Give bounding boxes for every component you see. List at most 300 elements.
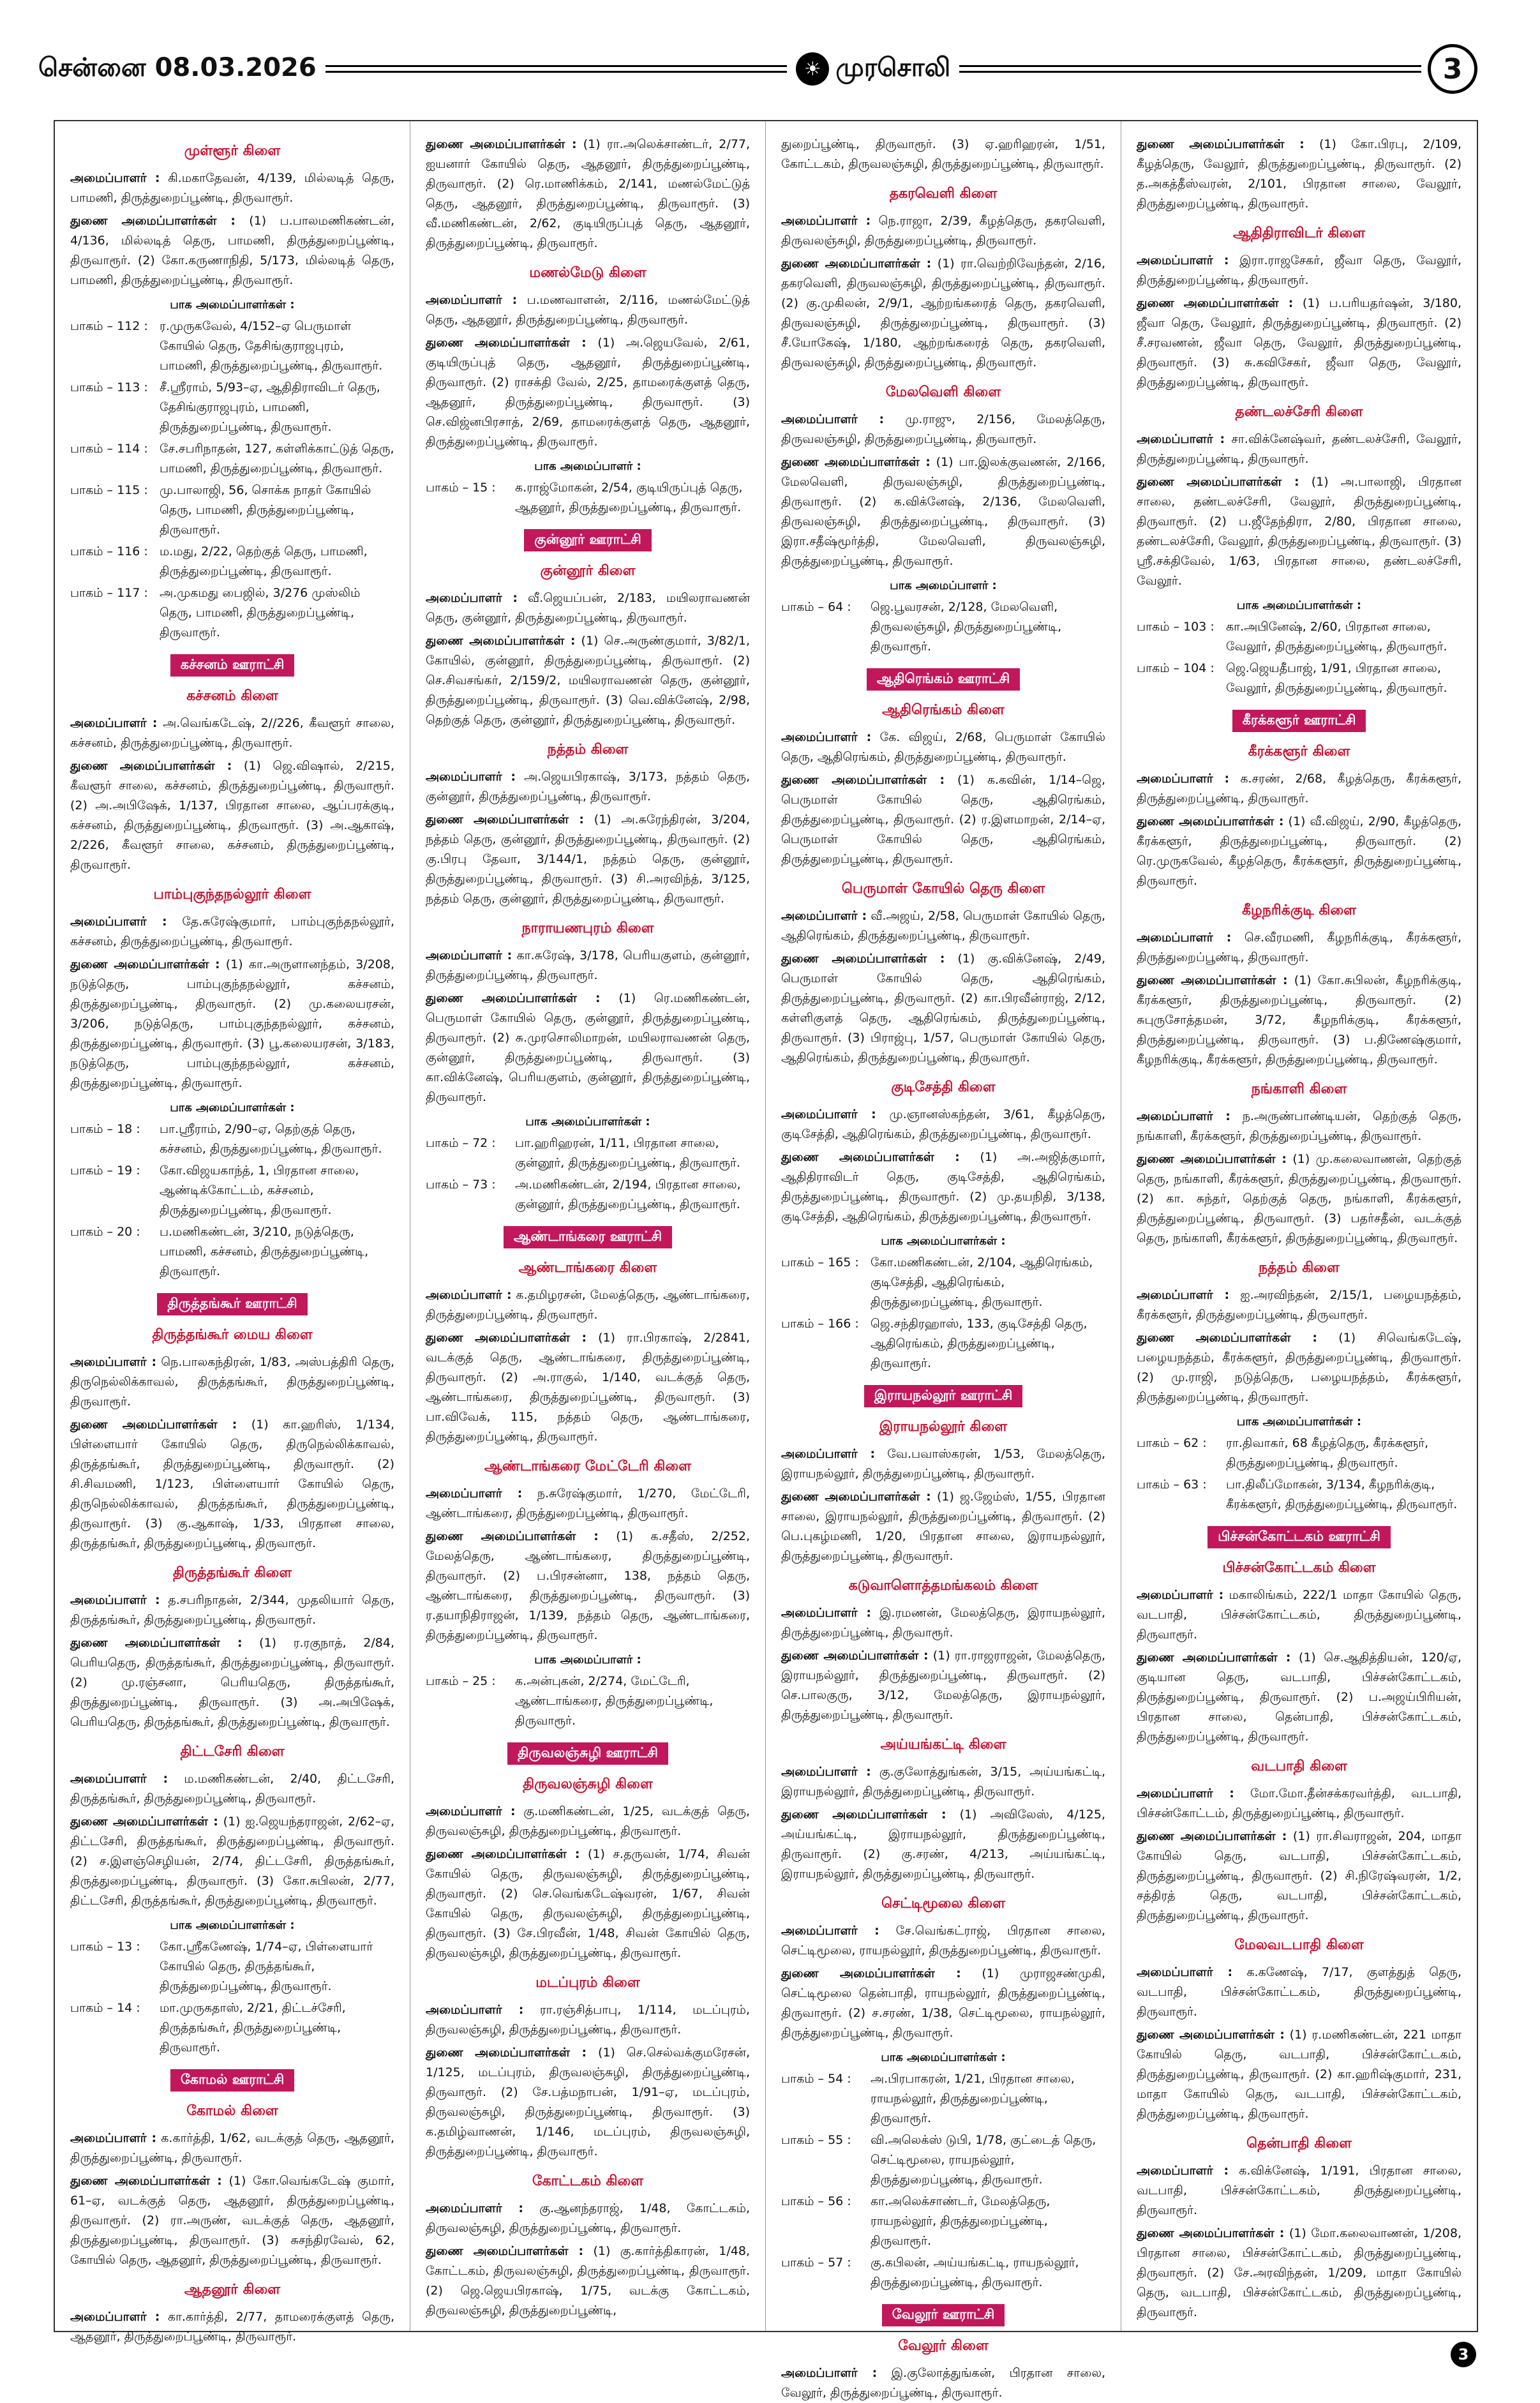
member-entry [781,254,1105,373]
booth-number: பாகம் – 14 : [70,2001,140,2015]
member-details: மகாலிங்கம், 222/1 மாதா கோயில் தெரு, வடபாதி, பிச்சன்கோட்டகம், திருத்துறைப்பூண்டி, திருவாரூர். [1137,1588,1462,1642]
member-details: (1) செ.அருண்குமார், 3/82/1, கோயில், குன்னூர், திருத்துறைப்பூண்டி, திருவாரூர். (2) செ.சிவசங்கர், 2/159/2, மயிலராவணன் தெரு, குன்னூர், திருத்துறைப்பூண்டி, திருவாரூர். (3) வெ.விக்னேஷ், 2/98, தெற்குத் தெரு, குன்னூர், திருத்துறைப்பூண்டி, திருவாரூர். [426,634,751,727]
booth-entry [70,1937,394,1996]
member-details: மு.ராஜு, 2/156, மேலத்தெரு, திருவலஞ்சுழி, திருத்துறைப்பூண்டி, திருவாரூர். [781,412,1106,446]
panchayat-banner: திருத்தங்கூர் ஊராட்சி [157,1293,307,1315]
booth-number: பாகம் – 104 : [1137,661,1215,675]
member-details: மு.ஞானஸ்கந்தன், 3/61, கீழத்தெரு, குடிசேத்தி, ஆதிரெங்கம், திருத்துறைப்பூண்டி, திருவாரூர். [781,1107,1105,1141]
role-label: அமைப்பாளர் : [1137,1288,1230,1302]
member-entry [1137,430,1462,469]
panchayat-banner: பிச்சன்கோட்டகம் ஊராட்சி [1207,1526,1391,1548]
member-details: இ.குலோத்துங்கன், பிரதான சாலை, வேலூர், திருத்துறைப்பூண்டி, திருவாரூர். [781,2366,1105,2400]
member-details: (1) முராஜசண்முகி, செட்டிமூலை தென்பாதி, ராயநல்லூர், திருத்துறைப்பூண்டி, திருவாரூர். (2) ச.சரண், 1/38, செட்டிமூலை, ராயநல்லூர், திருத்துறைப்பூண்டி, திருவாரூர். [781,1966,1105,2040]
booth-entry [426,1134,750,1173]
member-entry [1137,1285,1462,1325]
booth-number: பாகம் – 114 : [70,442,148,456]
branch-heading: நங்காளி கிளை [1251,1081,1347,1097]
member-entry [70,168,394,208]
booth-member: அ.முகமது பைஜில், 3/276 முஸ்லிம் தெரு, பாமணி, திருத்துறைப்பூண்டி, திருவாரூர். [160,586,361,640]
role-label: துணை அமைப்பாளர்கள் : [70,214,235,228]
role-label: துணை அமைப்பாளர்கள் : [426,336,587,350]
member-details: (1) ப.பரியதர்ஷன், 3/180, ஜீவா தெரு, வேலூர், திருத்துறைப்பூண்டி, திருவாரூர். (2) சீ.சரவணன், ஜீவா தெரு, வேலூர், திருத்துறைப்பூண்டி, திருவாரூர். (3) சு.கவிசேகர், ஜீவா தெரு, வேலூர், திருத்துறைப்பூண்டி, திருவாரூர். [1137,296,1462,389]
role-label: அமைப்பாளர் : [781,1765,871,1779]
booth-number: பாகம் – 116 : [70,544,148,558]
member-details: ம.மணிகண்டன், 2/40, திட்டசேரி, திருத்தங்கூர், திருத்துறைப்பூண்டி, திருவாரூர். [70,1772,395,1806]
booth-heading: பாக அமைப்பாளர்கள் : [1236,599,1362,612]
branch-heading: கீரக்களூர் கிளை [1248,744,1350,760]
booth-entry [70,1998,394,2058]
member-details: (1) கோ.வெங்கடேஷ் குமார், 61–ஏ, வடக்குத் தெரு, ஆதனூர், திருத்துறைப்பூண்டி, திருவாரூர். (2) ரா.அருண், வடக்குத் தெரு, ஆதனூர், திருத்துறைப்பூண்டி, திருவாரூர். (3) சுசந்திரவேல், 62, கோயில் தெரு, ஆதனூர், திருத்துறைப்பூண்டி, திருவாரூர். [70,2174,394,2267]
member-entry [781,1921,1105,1961]
branch-heading: வடபாதி கிளை [1251,1758,1347,1774]
booth-entry [1137,659,1462,698]
booth-number: பாகம் – 165 : [781,1255,859,1269]
booth-entry [70,583,394,643]
member-entry [1137,1328,1462,1407]
booth-member: வி.அலெக்ஸ் டுபி, 1/78, குட்டைத் தெரு, செட்டிமூலை, ராயநல்லூர், திருத்துறைப்பூண்டி, திருவாரூர். [871,2133,1096,2187]
member-entry [1137,1963,1462,2022]
booth-entry [781,597,1105,657]
member-details: அ.ஜெயபிரகாஷ், 3/173, நத்தம் தெரு, குன்னூர், திருத்துறைப்பூண்டி, திருவாரூர். [426,770,751,804]
branch-heading: மடப்புரம் கிளை [535,1975,640,1991]
member-entry [70,1633,394,1732]
member-entry [1137,769,1462,809]
member-entry [70,1769,394,1809]
booth-entry [70,1161,394,1220]
member-entry [70,912,394,952]
role-label: அமைப்பாளர் : [1137,2164,1229,2178]
booth-member: அ.மணிகண்டன், 2/194, பிரதான சாலை, குன்னூர், திருத்துறைப்பூண்டி, திருவாரூர். [515,1178,741,1211]
date-line: சென்னை 08.03.2026 [38,52,317,82]
role-label: துணை அமைப்பாளர்கள் : [781,1966,961,1980]
member-details: நெ.பாலகந்திரன், 1/83, அஸ்பத்திரி தெரு, திருநெல்லிக்காவல், திருத்தங்கூர், திருத்துறைப்பூண்டி, திருவாரூர். [70,1355,395,1409]
member-details: (1) ரா.பிரகாஷ், 2/2841, வடக்குத் தெரு, ஆண்டாங்கரை, திருத்துறைப்பூண்டி, திருவாரூர். (2) அ.ராகுல், 1/140, வடக்குத் தெரு, ஆண்டாங்கரை, திருத்துறைப்பூண்டி, திருவாரூர். (3) பா.விவேக், 115, நத்தம் தெரு, ஆண்டாங்கரை, திருத்துறைப்பூண்டி, திருவாரூர். [426,1331,750,1444]
role-label: அமைப்பாளர் : [781,214,871,228]
member-details: (1) ஜ.ஜேம்ஸ், 1/55, பிரதான சாலை, இராயநல்லூர், திருத்துறைப்பூண்டி, திருவாரூர். (2) பெ.புகழ்மணி, 1/20, பிரதான சாலை, இராயநல்லூர், திருத்துறைப்பூண்டி, திருவாரூர். [781,1490,1105,1563]
member-entry [781,211,1105,251]
member-details: (1) அ.ஜெயவேல், 2/61, குடியிருப்புத் தெரு, ஆதனூர், திருத்துறைப்பூண்டி, திருவாரூர். (2) ராசக்தி வேல், 2/25, தாமரைக்குளத் தெரு, ஆதனூர், திருத்துறைப்பூண்டி, திருவாரூர். (3) செ.விஜ்னபிரசாத், 2/69, தாமரைக்குளத் தெரு, ஆதனூர், திருத்துறைப்பூண்டி, திருவாரூர். [426,336,750,449]
member-details: ந.சுரேஷ்குமார், 1/270, மேட்டேரி, ஆண்டாங்கரை, திருத்துறைப்பூண்டி, திருவாரூர். [426,1486,751,1520]
role-label: அமைப்பாளர் : [1137,931,1232,945]
role-label: துணை அமைப்பாளர்கள் : [70,1636,243,1650]
panchayat-banner: வேலூர் ஊராட்சி [882,2304,1005,2326]
member-entry [426,946,750,985]
role-label: அமைப்பாளர் : [426,2201,524,2215]
branch-heading: இராயநல்லூர் கிளை [879,1419,1008,1435]
booth-member: கோ.விஜயகாந்த், 1, பிரதான சாலை, ஆண்டிக்கோட்டம், கச்சனம், திருத்துறைப்பூண்டி, திருவாரூர். [160,1164,359,1217]
booth-heading: பாக அமைப்பாளர்கள் : [881,2051,1006,2064]
booth-heading: பாக அமைப்பாளர்கள் : [1236,1415,1362,1428]
member-entry [70,211,394,290]
booth-number: பாகம் – 103 : [1137,620,1215,634]
role-label: அமைப்பாளர் : [781,1107,876,1121]
role-label: அமைப்பாளர் : [781,1606,871,1620]
member-details: (1) வீ.விஜய், 2/90, கீழத்தெரு, கீரக்களூர், திருத்துறைப்பூண்டி, திருவாரூர். (2) ரெ.முருகவேல், கீழத்தெரு, கீரக்களூர், திருத்துறைப்பூண்டி, திருவாரூர். [1137,814,1462,888]
branch-heading: பாம்புகுந்தநல்லூர் கிளை [153,887,311,902]
member-entry [781,1105,1105,1144]
header-rule-right [959,65,1421,73]
role-label: அமைப்பாளர் : [426,770,516,784]
member-entry [426,588,750,628]
booth-number: பாகம் – 64 : [781,600,851,614]
booth-member: ஜெ.பூவரசன், 2/128, மேலவெளி, திருவலஞ்சுழி, திருத்துறைப்பூண்டி, திருவாரூர். [871,600,1062,654]
booth-member: க.ராஜ்மோகன், 2/54, குடியிருப்புத் தெரு, ஆதனூர், திருத்துறைப்பூண்டி, திருவாரூர். [515,481,743,514]
branch-heading: தென்பாதி கிளை [1246,2136,1352,2152]
member-entry [1137,1648,1462,1747]
member-entry [781,1646,1105,1725]
member-entry [1137,971,1462,1070]
role-label: துணை அமைப்பாளர்கள் : [426,2244,584,2258]
booth-heading: பாக அமைப்பாளர்கள் : [170,298,295,311]
role-label: துணை அமைப்பாளர்கள் : [1137,137,1305,151]
booth-number: பாகம் – 55 : [781,2133,851,2147]
member-details: (1) கோ.சுபிலன், கீழநரிக்குடி, கீரக்களூர், திருத்துறைப்பூண்டி, திருவாரூர். (2) சுபுருசோத்தமன், 3/72, கீழநரிக்குடி, கீரக்களூர், திருத்துறைப்பூண்டி, திருவாரூர். (3) ப.திணேஷ்குமார், கீழநரிக்குடி, கீரக்களூர், திருத்துறைப்பூண்டி, திருவாரூர். [1137,973,1462,1067]
member-entry [426,1285,750,1325]
member-details: (1) அ.சுரேந்திரன், 3/204, நத்தம் தெரு, குன்னூர், திருத்துறைப்பூண்டி, திருவாரூர். (2) கு.பிரபு தேவா, 3/144/1, நத்தம் தெரு, குன்னூர், திருத்துறைப்பூண்டி, திருவாரூர். (3) சி.அரவிந்த், 3/125, நத்தம் தெரு, குன்னூர், திருத்துறைப்பூண்டி, திருவாரூர். [426,812,751,906]
member-entry [781,1805,1105,1884]
member-entry [426,2242,750,2321]
member-details: க.சரண், 2/68, கீழத்தெரு, கீரக்களூர், திருத்துறைப்பூண்டி, திருவாரூர். [1137,772,1462,805]
member-details: இரா.ராஜசேகர், ஜீவா தெரு, வேலூர், திருத்துறைப்பூண்டி, திருவாரூர். [1137,253,1462,287]
role-label: அமைப்பாளர் : [426,948,512,962]
member-details: (1) மு.கலைவாணன், தெற்குத் தெரு, நங்காளி, கீரக்களூர், திருத்துறைப்பூண்டி, திருவாரூர். (2) கா. சுந்தர், தெற்குத் தெரு, நங்காளி, கீரக்களூர், திருத்துறைப்பூண்டி, திருவாரூர். (3) பதர்சதீன், வடக்குத் தெரு, நங்காளி, கீரக்களூர், திருத்துறைப்பூண்டி, திருவாரூர். [1137,1152,1462,1245]
booth-entry [781,2069,1105,2129]
panchayat-banner: இராயநல்லூர் ஊராட்சி [864,1385,1023,1407]
branch-heading: முள்ளூர் கிளை [184,143,281,159]
booth-member: கா.அபினேஷ், 2/60, பிரதான சாலை, வேலூர், திருத்துறைப்பூண்டி, திருவாரூர். [1226,620,1447,654]
member-details: (1) சிவெங்கடேஷ், பழையநத்தம், கீரக்களூர், திருத்துறைப்பூண்டி, திருவாரூர். (2) மு.ராஜி, நடுத்தெரு, பழையநத்தம், கீரக்களூர், திருத்துறைப்பூண்டி, திருவாரூர். [1137,1331,1462,1404]
role-label: துணை அமைப்பாளர்கள் : [1137,475,1299,489]
role-label: அமைப்பாளர் : [1137,1588,1224,1602]
role-label: அமைப்பாளர் : [426,591,518,605]
booth-member: ப.மணிகண்டன், 3/210, நடுத்தெரு, பாமணி, கச்சனம், திருத்துறைப்பூண்டி, திருவாரூர். [160,1225,369,1278]
member-entry [781,906,1105,946]
branch-heading: திருத்தங்கூர் கிளை [172,1565,292,1581]
booth-number: பாகம் – 113 : [70,380,148,394]
member-entry [1137,2224,1462,2323]
member-entry [1137,1585,1462,1645]
booth-entry [70,439,394,479]
branch-heading: ஆதிதிராவிடர் கிளை [1232,225,1366,241]
branch-heading: மேலவெளி கிளை [885,384,1001,400]
role-label: அமைப்பாளர் : [1137,772,1230,786]
member-details: கு.மணிகண்டன், 1/25, வடக்குத் தெரு, திருவலஞ்சுழி, திருத்துறைப்பூண்டி, திருவாரூர். [426,1804,751,1838]
role-label: அமைப்பாளர் : [70,2310,160,2324]
role-label: துணை அமைப்பாளர்கள் : [1137,814,1284,828]
role-label: அமைப்பாளர் : [1137,1109,1230,1123]
branch-heading: கடுவாளொத்தமங்கலம் கிளை [848,1578,1038,1594]
booth-number: பாகம் – 18 : [70,1122,140,1136]
role-label: அமைப்பாளர் : [70,1593,160,1607]
member-details: (1) ஐ.ஜெயந்தராஜன், 2/62–ஏ, திட்டசேரி, திருத்தங்கூர், திருத்துறைப்பூண்டி, திருவாரூர். (2) ச.இளஞ்செழியன், 2/74, திட்டசேரி, திருத்தங்கூர், திருத்துறைப்பூண்டி, திருவாரூர். (3) கோ.சுபிலன், 2/77, திட்டசேரி, திருத்தங்கூர், திருத்துறைப்பூண்டி, திருவாரூர். [70,1815,394,1908]
role-label: துணை அமைப்பாளர்கள் : [1137,973,1288,987]
role-label: துணை அமைப்பாளர்கள் : [781,1649,929,1663]
member-entry [426,989,750,1107]
booth-number: பாகம் – 20 : [70,1225,140,1239]
member-details: (1) மோ.கலைவாணன், 1/208, பிரதான சாலை, பிச்சன்கோட்டகம், திருத்துறைப்பூண்டி, திருவாரூர். (2) சே.அரவிந்தன், 1/209, மாதா கோயில் தெரு, வடபாதி, பிச்சன்கோட்டகம், திருத்துறைப்பூண்டி, திருவாரூர். [1137,2226,1462,2319]
role-label: துணை அமைப்பாளர்கள் : [70,1815,218,1829]
member-entry [426,2000,750,2040]
booth-heading: பாக அமைப்பாளர் : [890,579,997,592]
role-label: துணை அமைப்பாளர்கள் : [426,137,577,151]
column-3 [766,121,1121,2400]
booth-number: பாகம் – 117 : [70,586,148,600]
booth-number: பாகம் – 13 : [70,1940,140,1954]
role-label: அமைப்பாளர் : [1137,432,1225,446]
member-details: கா.கார்த்தி, 2/77, தாமரைக்குளத் தெரு, ஆதனூர், திருத்துறைப்பூண்டி, திருவாரூர். [70,2310,394,2344]
member-details: (1) ர.ரகுநாத், 2/84, பெரியதெரு, திருத்தங்கூர், திருத்துறைப்பூண்டி, திருவாரூர். (2) மு.ரஞ்சனா, பெரியதெரு, திருத்தங்கூர், திருத்துறைப்பூண்டி, திருவாரூர். (3) அ.அபிஷேக், பெரியதெரு, திருத்தங்கூர், திருத்துறைப்பூண்டி, திருவாரூர். [70,1636,394,1729]
booth-heading: பாக அமைப்பாளர்கள் : [525,1115,650,1128]
role-label: அமைப்பாளர் : [70,1772,168,1786]
role-label: துணை அமைப்பாளர்கள் : [426,1529,599,1543]
member-details: க.தமிழரசன், மேலத்தெரு, ஆண்டாங்கரை, திருத்துறைப்பூண்டி, திருவாரூர். [426,1288,751,1322]
member-details: (1) ர.மணிகண்டன், 221 மாதா கோயில் தெரு, வடபாதி, பிச்சன்கோட்டகம், திருத்துறைப்பூண்டி, திருவாரூர். (2) கா.ஹரிஷ்குமார், 231, மாதா கோயில் தெரு, வடபாதி, பிச்சன்கோட்டகம், திருத்துறைப்பூண்டி, திருவாரூர். [1137,2028,1462,2121]
member-details: (1) அ.பாலாஜி, பிரதான சாலை, தண்டலச்சேரி, வேலூர், திருத்துறைப்பூண்டி, திருவாரூர். (2) ப.ஜீதேந்திரா, 2/80, பிரதான சாலை, தண்டலச்சேரி, வேலூர், திருத்துறைப்பூண்டி, திருவாரூர். (3) ஸ்ரீ.சக்திவேல், 1/63, பிரதான சாலை, தண்டலச்சேரி, வேலூர். [1137,475,1462,588]
role-label: துணை அமைப்பாளர்கள் : [426,991,601,1005]
role-label: அமைப்பாளர் : [70,2131,157,2145]
role-label: அமைப்பாளர் : [70,171,160,185]
branch-heading: குன்னூர் கிளை [540,563,636,579]
booth-entry [781,1253,1105,1312]
role-label: அமைப்பாளர் : [781,730,872,744]
booth-heading: பாக அமைப்பாளர்கள் : [881,1234,1006,1248]
branch-heading: ஆண்டாங்கரை கிளை [518,1260,657,1276]
member-entry [70,2129,394,2168]
role-label: அமைப்பாளர் : [1137,253,1229,267]
member-details: கா.சுரேஷ், 3/178, பெரியகுளம், குன்னூர், திருத்துறைப்பூண்டி, திருவாரூர். [426,948,750,982]
member-details: (1) பா.இலக்குவணன், 2/166, மேலவெளி, திருவலஞ்சுழி, திருத்துறைப்பூண்டி, திருவாரூர். (2) க.விக்னேஷ், 2/136, மேலவெளி, திருவலஞ்சுழி, திருத்துறைப்பூண்டி, திருவாரூர். (3) இரா.சதீஷ்மூர்த்தி, மேலவெளி, திருவலஞ்சுழி, திருத்துறைப்பூண்டி, திருவாரூர். [781,455,1105,568]
member-details: வீ.அஜய், 2/58, பெருமாள் கோயில் தெரு, ஆதிரெங்கம், திருத்துறைப்பூண்டி, திருவாரூர். [781,909,1106,943]
branch-heading: நத்தம் கிளை [1259,1260,1340,1276]
member-entry [781,1148,1105,1227]
member-details: (1) ப.பாலமணிகண்டன், 4/136, மில்லடித் தெரு, பாமணி, திருத்துறைப்பூண்டி, திருவாரூர். (2) கோ.கருணாநிதி, 5/173, மில்லடித் தெரு, பாமணி, திருத்துறைப்பூண்டி, திருவாரூர். [70,214,394,287]
role-label: துணை அமைப்பாளர்கள் : [781,1490,931,1504]
branch-heading: கோட்டகம் கிளை [532,2173,644,2189]
panchayat-banner: குன்னூர் ஊராட்சி [524,529,652,551]
member-entry [70,2171,394,2270]
member-entry [781,453,1105,571]
member-entry [426,2199,750,2238]
member-details: (1) ஜெ.விஷால், 2/215, கீவளூர் சாலை, கச்சனம், திருத்துறைப்பூண்டி, திருவாரூர். (2) அ.அபிஷேக், 1/137, பிரதான சாலை, ஆப்பரக்குடி, கச்சனம், திருத்துறைப்பூண்டி, திருவாரூர். (3) அ.ஆகாஷ், 2/226, கீவளூர் சாலை, கச்சனம், திருத்துறைப்பூண்டி, திருவாரூர். [70,759,394,872]
masthead-brand [796,52,950,86]
booth-member: ர.முருகவேல், 4/152–ஏ பெருமாள் கோயில் தெரு, தேசிங்குராஜபுரம், பாமணி, திருத்துறைப்பூண்டி, திருவாரூர். [160,319,383,373]
member-details: மோ.மோ.தீன்சக்கரவர்த்தி, வடபாதி, பிச்சன்கோட்டம், திருத்துறைப்பூண்டி, திருவாரூர். [1137,1786,1462,1820]
role-label: அமைப்பாளர் : [781,1924,879,1938]
branch-heading: ஆதிரெங்கம் கிளை [882,702,1005,718]
member-entry [781,1762,1105,1802]
branch-heading: ஆதனூர் கிளை [184,2282,281,2298]
member-entry [781,2363,1105,2403]
role-label: அமைப்பாளர் : [70,1355,157,1369]
branch-heading: திருத்தங்கூர் மைய கிளை [152,1327,313,1343]
role-label: அமைப்பாளர் : [781,909,867,923]
role-label: துணை அமைப்பாளர்கள் : [781,1808,946,1822]
booth-entry [781,1314,1105,1374]
member-entry [70,756,394,875]
booth-entry [1137,1434,1462,1473]
booth-number: பாகம் – 57 : [781,2256,851,2270]
member-entry [426,1484,750,1523]
booth-entry [70,481,394,540]
role-label: துணை அமைப்பாளர்கள் : [1137,2226,1285,2240]
member-entry [1137,1827,1462,1926]
member-details: (1) ச.தருவன், 1/74, சிவன் கோயில் தெரு, திருவலஞ்சுழி, திருத்துறைப்பூண்டி, திருவாரூர். (2) செ.வெங்கடேஷ்வரன், 1/67, சிவன் கோயில் தெரு, திருவலஞ்சுழி, திருத்துறைப்பூண்டி, திருவாரூர். (3) சே.பிரவீன், 1/48, சிவன் கோயில் தெரு, திருவலஞ்சுழி, திருத்துறைப்பூண்டி, திருவாரூர். [426,1847,751,1960]
role-label: துணை அமைப்பாளர்கள் : [426,634,576,648]
masthead-title: முரசொலி [835,52,951,82]
member-entry [426,2043,750,2162]
page-number-badge: 3 [1428,44,1477,94]
member-entry [426,631,750,730]
branch-heading: மணல்மேடு கிளை [529,265,647,281]
member-entry [781,1603,1105,1643]
panchayat-banner: கீரக்களூர் ஊராட்சி [1232,710,1366,732]
booth-number: பாகம் – 63 : [1137,1478,1207,1492]
branch-heading: வேலூர் கிளை [898,2338,989,2354]
role-label: துணை அமைப்பாளர்கள் : [70,1418,237,1432]
member-details: வே.பவாஸ்கரன், 1/53, மேலத்தெரு, இராயநல்லூர், திருத்துறைப்பூண்டி, திருவாரூர். [781,1447,1105,1481]
column-1 [55,121,410,2344]
role-label: துணை அமைப்பாளர்கள் : [1137,1331,1317,1345]
member-entry [1137,472,1462,591]
member-details: கே. விஜய், 2/68, பெருமாள் கோயில் தெரு, ஆதிரெங்கம், திருத்துறைப்பூண்டி, திருவாரூர். [781,730,1106,764]
column-4 [1121,121,1477,2331]
branch-heading: ஆண்டாங்கரை மேட்டேரி கிளை [484,1458,692,1474]
member-details: கி.மகாதேவன், 4/139, மில்லடித் தெரு, பாமணி, திருத்துறைப்பூண்டி, திருவாரூர். [70,171,394,205]
booth-number: பாகம் – 15 : [426,481,496,495]
role-label: அமைப்பாளர் : [781,2366,878,2380]
member-details: வீ.ஜெயப்பன், 2/183, மயிலராவணன் தெரு, குன்னூர், திருத்துறைப்பூண்டி, திருவாரூர். [426,591,750,625]
member-entry [426,1527,750,1645]
role-label: அமைப்பாளர் : [426,2003,524,2017]
member-entry [1137,135,1462,214]
booth-member: ஜெ.ஜெயதீபாஜ், 1/91, பிரதான சாலை, வேலூர், திருத்துறைப்பூண்டி, திருவாரூர். [1226,661,1447,695]
member-details: தே.சுரேஷ்குமார், பாம்புகுந்தநல்லூர், கச்சனம், திருத்துறைப்பூண்டி, திருவாரூர். [70,915,394,948]
member-entry [1137,2161,1462,2220]
role-label: துணை அமைப்பாளர்கள் : [781,455,931,469]
booth-member: க.அன்புகன், 2/274, மேட்டேரி, ஆண்டாங்கரை, திருத்துறைப்பூண்டி, திருவாரூர். [515,1674,714,1728]
member-details: (1) அ.அஜித்குமார், ஆதிதிராவிடர் தெரு, குடிசேத்தி, ஆதிரெங்கம், திருத்துறைப்பூண்டி, திருவாரூர். (2) மு.தயநிதி, 3/138, குடிசேத்தி, ஆதிரெங்கம், திருத்துறைப்பூண்டி, திருவாரூர். [781,1150,1105,1224]
member-entry [1137,1107,1462,1146]
booth-heading: பாக அமைப்பாளர் : [534,460,641,473]
role-label: அமைப்பாளர் : [1137,1786,1234,1800]
member-entry [70,714,394,753]
booth-entry [70,378,394,437]
branch-heading: அய்யங்கட்டி கிளை [880,1737,1006,1753]
member-details: (1) அவிலேஸ், 4/125, அய்யங்கட்டி, இராயநல்லூர், திருத்துறைப்பூண்டி, திருவாரூர். (2) கு.சரண், 4/213, அய்யங்கட்டி, இராயநல்லூர், திருத்துறைப்பூண்டி, திருவாரூர். [781,1808,1105,1881]
booth-member: மா.முருகதாஸ், 2/21, திட்டச்சேரி, திருத்தங்கூர், திருத்துறைப்பூண்டி, திருவாரூர். [160,2001,346,2055]
member-details: (1) ரா.வெற்றிவேந்தன், 2/16, தகரவெளி, திருவலஞ்சுழி, திருத்துறைப்பூண்டி, திருவாரூர். (2) கு.முகிலன், 2/9/1, ஆற்றங்கரைத் தெரு, தகரவெளி, திருவலஞ்சுழி, திருத்துறைப்பூண்டி, திருவாரூர். (3) சீ.யோகேஷ், 1/180, ஆற்றங்கரைத் தெரு, தகரவெளி, திருவலஞ்சுழி, திருத்துறைப்பூண்டி, திருவாரூர். [781,257,1105,370]
role-label: அமைப்பாளர் : [1137,1965,1233,1979]
column-2 [410,121,766,2331]
branch-heading: கோமல் கிளை [186,2103,278,2119]
booth-heading: பாக அமைப்பாளர்கள் : [170,1919,295,1932]
booth-heading: பாக அமைப்பாளர் : [534,1653,641,1666]
member-entry [70,2307,394,2347]
member-entry [781,728,1105,767]
member-details: அ.வெங்கடேஷ், 2//226, கீவளூர் சாலை, கச்சனம், திருத்துறைப்பூண்டி, திருவாரூர். [70,716,395,750]
panchayat-banner: ஆதிரெங்கம் ஊராட்சி [867,668,1020,691]
member-details: இ.ரமணன், மேலத்தெரு, இராயநல்லூர், திருத்துறைப்பூண்டி, திருவாரூர். [781,1606,1105,1640]
booth-number: பாகம் – 62 : [1137,1436,1207,1450]
role-label: துணை அமைப்பாளர்கள் : [70,759,232,773]
booth-entry [426,1672,750,1731]
booth-member: ரா.திவாகர், 68 கீழத்தெரு, கீரக்களூர், திருத்துறைப்பூண்டி, திருவாரூர். [1226,1436,1429,1470]
role-label: அமைப்பாளர் : [781,1447,876,1461]
member-entry [781,1487,1105,1566]
member-details: ப.மணவாளன், 2/116, மணல்மேட்டுத் தெரு, ஆதனூர், திருத்துறைப்பூண்டி, திருவாரூர். [426,293,750,327]
branch-heading: நத்தம் கிளை [547,742,629,758]
member-details: (1) கு.கார்த்திகாரன், 1/48, கோட்டகம், திருவலஞ்சுழி, திருத்துறைப்பூண்டி, திருவாரூர். (2) ஜெ.ஜெயபிரகாஷ், 1/75, வடக்கு கோட்டகம், திருவலஞ்சுழி, திருத்துறைப்பூண்டி, [426,2244,750,2317]
booth-number: பாகம் – 73 : [426,1178,496,1192]
branch-heading: கச்சனம் கிளை [186,688,278,704]
member-details: (1) ரா.ராஜராஜன், மேலத்தெரு, இராயநல்லூர், திருத்துறைப்பூண்டி, திருவாரூர். (2) செ.பாலகுரு, 3/12, மேலத்தெரு, இராயநல்லூர், திருத்துறைப்பூண்டி, திருவாரூர். [781,1649,1105,1722]
footer-page-number: 3 [1451,2342,1476,2367]
branch-heading: செட்டிமூலை கிளை [881,1896,1006,1912]
member-entry [426,290,750,330]
role-label: துணை அமைப்பாளர்கள் : [1137,1651,1291,1665]
role-label: துணை அமைப்பாளர்கள் : [781,257,932,271]
booth-entry [70,1119,394,1159]
member-details: (1) கா.ஹரிஸ், 1/134, பிள்ளையார் கோயில் தெரு, திருநெல்லிக்காவல், திருத்தங்கூர், திருத்துறைப்பூண்டி, திருவாரூர். (2) சி.சிவமணி, 1/123, பிள்ளையார் கோயில் தெரு, திருநெல்லிக்காவல், திருத்தங்கூர், திருத்துறைப்பூண்டி, திருவாரூர். (3) கு.ஆகாஷ், 1/33, பிரதான சாலை, திருத்தங்கூர், திருத்துறைப்பூண்டி, திருவாரூர். [70,1418,395,1550]
member-details: (1) கு.விக்னேஷ், 2/49, பெருமாள் கோயில் தெரு, ஆதிரெங்கம், திருத்துறைப்பூண்டி, திருவாரூர். (2) கா.பிரவீன்ராஜ், 2/12, கள்ளிகுளத் தெரு, ஆதிரெங்கம், திருத்துறைப்பூண்டி, திருவாரூர். (3) பிராஜ்பு, 1/57, பெருமாள் கோயில் தெரு, ஆதிரெங்கம், திருத்துறைப்பூண்டி, திருவாரூர். [781,952,1105,1065]
booth-member: ஜெ.சந்திரஹாஸ், 133, குடிசேத்தி தெரு, ஆதிரெங்கம், திருத்துறைப்பூண்டி, திருவாரூர். [871,1317,1088,1370]
page-header [38,38,1477,100]
role-label: அமைப்பாளர் : [426,1486,523,1501]
role-label: அமைப்பாளர் : [426,1804,516,1818]
role-label: துணை அமைப்பாளர்கள் : [1137,1152,1287,1166]
booth-entry [426,478,750,518]
member-details: (1) ரா.அலெக்சாண்டர், 2/77, ஐயனார் கோயில் தெரு, ஆதனூர், திருத்துறைப்பூண்டி, திருவாரூர். (2) ரெ.மாணிக்கம், 2/141, மணல்மேட்டுத் தெரு, ஆதனூர், திருத்துறைப்பூண்டி, திருவாரூர். (3) வீ.மணிகண்டன், 2/62, குடியிருப்புத் தெரு, ஆதனூர், திருத்துறைப்பூண்டி, திருவாரூர். [426,137,750,250]
booth-entry [781,2192,1105,2251]
member-entry [1137,251,1462,290]
booth-member: பா.திலீப்மோகன், 3/134, கீழநரிக்குடி, கீரக்களூர், திருத்துறைப்பூண்டி, திருவாரூர். [1226,1478,1458,1511]
booth-member: அ.பிரபாகரன், 1/21, பிரதான சாலை, ராயநல்லூர், திருத்துறைப்பூண்டி, திருவாரூர். [871,2072,1075,2125]
member-entry [1137,928,1462,968]
role-label: அமைப்பாளர் : [426,293,518,307]
booth-member: பா.ஸ்ரீராம், 2/90–ஏ, தெற்குத் தெரு, கச்சனம், திருத்துறைப்பூண்டி, திருவாரூர். [160,1122,382,1156]
member-details: க.கணேஷ், 7/17, குளத்துத் தெரு, வடபாதி, பிச்சன்கோட்டகம், திருத்துறைப்பூண்டி, திருவாரூர். [1137,1965,1462,2019]
branch-heading: கீழநரிக்குடி கிளை [1241,902,1357,918]
booth-entry [1137,1475,1462,1515]
sun-logo-icon: ☀ [796,52,829,86]
booth-entry [1137,617,1462,657]
member-entry [781,770,1105,869]
member-details: (1) செ.ஆதித்தியன், 120/ஏ, குடியான தெரு, வடபாதி, பிச்சன்கோட்டகம், திருத்துறைப்பூண்டி, திருவாரூர். (2) ப.அஜய்பிரியன், பிரதான சாலை, தென்பாதி, பிச்சன்கோட்டகம், திருத்துறைப்பூண்டி, திருவாரூர். [1137,1651,1462,1744]
branch-heading: பெருமாள் கோயில் தெரு கிளை [841,881,1045,897]
role-label: துணை அமைப்பாளர்கள் : [426,2046,587,2060]
role-label: அமைப்பாளர் : [781,412,885,426]
booth-number: பாகம் – 19 : [70,1164,140,1178]
member-details: ஐ.அரவிந்தன், 2/15/1, பழையநத்தம், கீரக்களூர், திருத்துறைப்பூண்டி, திருவாரூர். [1137,1288,1462,1322]
booth-member: கோ.மணிகண்டன், 2/104, ஆதிரெங்கம், குடிசேத்தி, ஆதிரெங்கம், திருத்துறைப்பூண்டி, திருவாரூர். [871,1255,1093,1309]
panchayat-banner: கோமல் ஊராட்சி [170,2069,294,2092]
branch-heading: மேலவடபாதி கிளை [1234,1937,1364,1953]
member-details: நெ.ராஜா, 2/39, கீழத்தெரு, தகரவெளி, திருவலஞ்சுழி, திருத்துறைப்பூண்டி, திருவாரூர். [781,214,1105,248]
member-entry [70,955,394,1093]
booth-member: கு.கபிலன், அய்யங்கட்டி, ராயநல்லூர், திருத்துறைப்பூண்டி, திருவாரூர். [871,2256,1079,2289]
branch-heading: பிச்சன்கோட்டகம் கிளை [1222,1560,1376,1576]
booth-entry [70,317,394,376]
booth-member: கா.அலெக்சாண்டர், மேலத்தெரு, ராயநல்லூர், திருத்துறைப்பூண்டி, திருவாரூர். [871,2194,1050,2248]
member-entry [70,1812,394,1911]
booth-number: பாகம் – 112 : [70,319,148,333]
content-frame [54,120,1478,2400]
member-details: சா.விக்னேஷ்வர், தண்டலச்சேரி, வேலூர், திருத்துறைப்பூண்டி, திருவாரூர். [1137,432,1462,466]
member-entry [1137,2025,1462,2124]
booth-number: பாகம் – 25 : [426,1674,496,1688]
booth-entry [426,1175,750,1215]
role-label: துணை அமைப்பாளர்கள் : [426,1847,580,1861]
